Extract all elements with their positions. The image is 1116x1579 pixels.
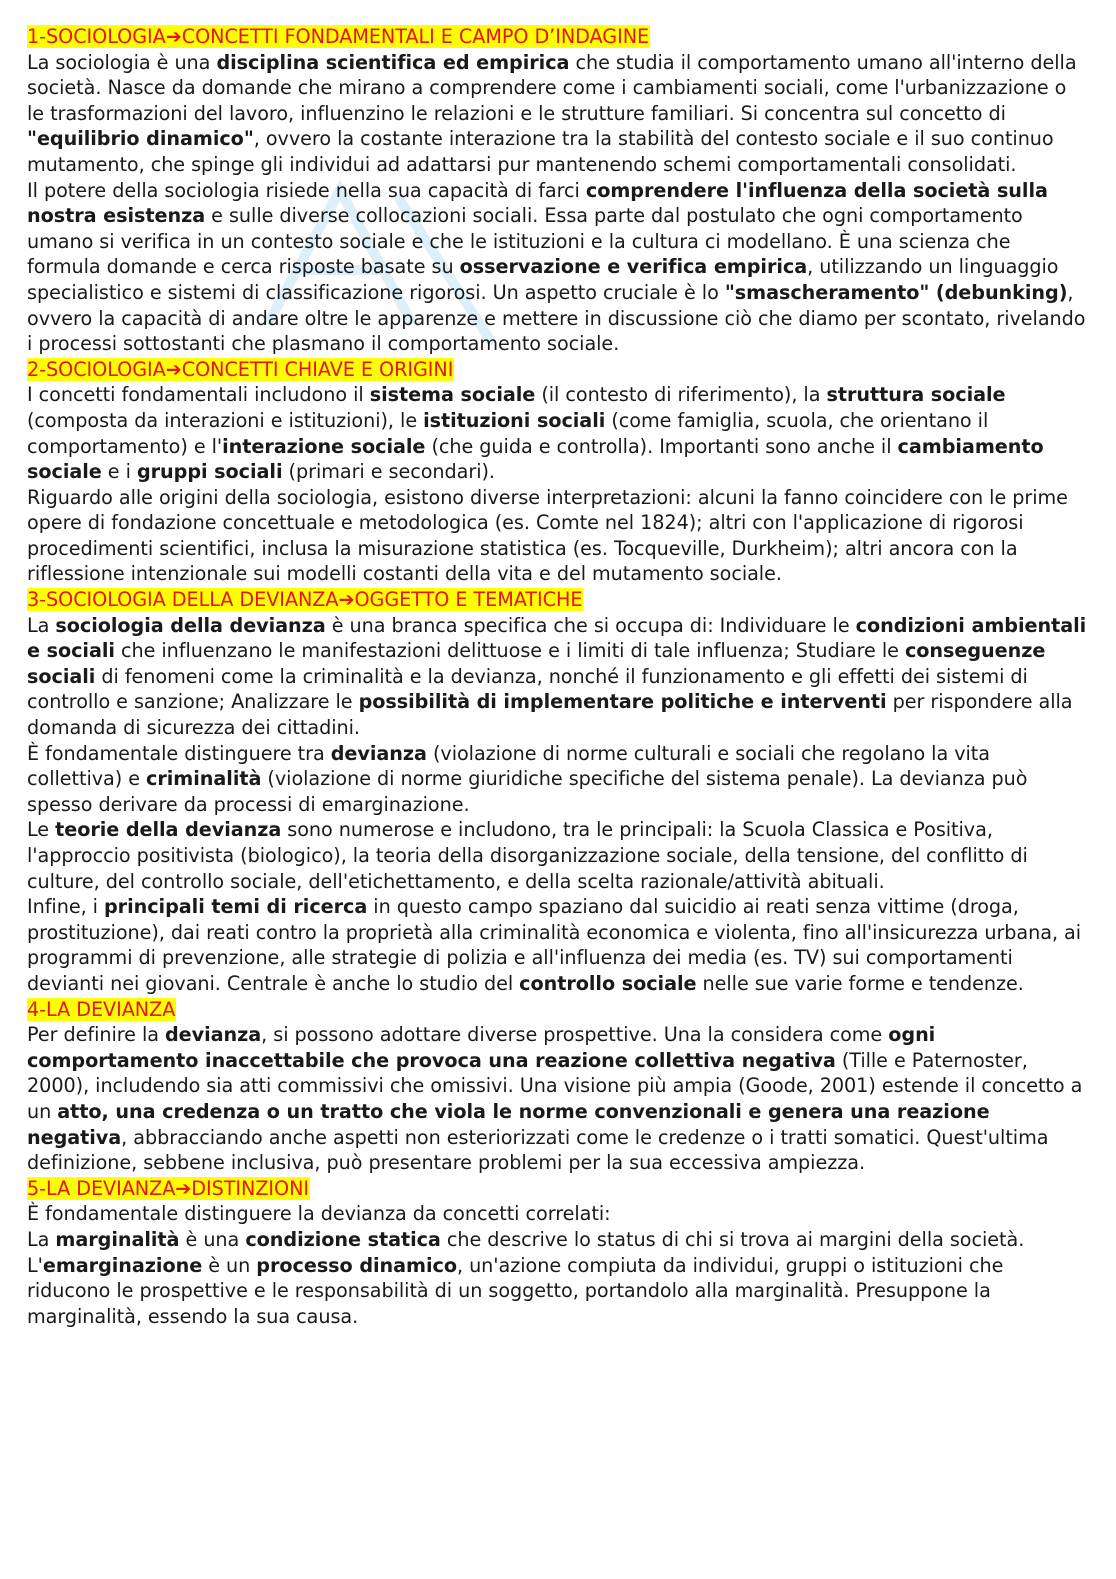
section-heading [27,357,1087,383]
text-run: (violazione di norme giuridiche specifiche del sistema penale). La devianza può spesso derivare da processi di emarginazione. [27,767,1028,816]
text-run: L' [27,1253,43,1277]
section-heading-text: 1-SOCIOLOGIA➔CONCETTI FONDAMENTALI E CAMPO D’INDAGINE [27,25,650,48]
section-heading-text: 2-SOCIOLOGIA➔CONCETTI CHIAVE E ORIGINI [27,357,454,381]
bold-term: condizioni ambientali e sociali [27,613,1087,663]
bold-term: atto, una credenza o un tratto che viola le norme convenzionali e genera una reazione negativa [27,1099,990,1149]
text-run: (composta da interazioni e istituzioni), le [27,408,424,432]
section-heading [27,1176,1087,1202]
text-run: È fondamentale distinguere tra [27,741,331,765]
text-run: di fenomeni come la criminalità e la devianza, nonché il funzionamento e gli effetti dei sistemi di controllo e sanzione; Analizzare le [27,664,1028,714]
bold-term: struttura sociale [826,383,1006,407]
section-heading-text: 3-SOCIOLOGIA DELLA DEVIANZA➔OGGETTO E TEMATICHE [27,588,583,612]
text-run: (primari e secondari). [282,460,495,484]
section-heading [27,997,1087,1023]
bold-term: conseguenze sociali [27,639,1046,688]
text-run: è un [202,1253,257,1277]
bold-term: emarginazione [42,1253,203,1277]
bold-term: principali temi di ricerca [104,895,368,919]
body-paragraph [27,178,1087,357]
bold-term: gruppi sociali [136,460,283,484]
text-run: Per definire la [27,1023,165,1047]
text-run: e i [101,460,137,484]
bold-term: ogni comportamento inaccettabile che provoca una reazione collettiva negativa [27,1023,936,1072]
bold-term: devianza [165,1023,262,1047]
bold-term: interazione sociale [222,434,426,458]
text-run: , ovvero la costante interazione tra la stabilità del contesto sociale e il suo continuo mutamento, che spinge gli individui ad adattarsi pur mantenendo schemi comportamentali consolidati. [27,127,1054,176]
text-run: (come famiglia, scuola, che orientano il comportamento) e l' [27,408,989,458]
body-paragraph [27,613,1087,741]
text-run: (Tille e Paternoster, 2000), includendo sia atti commissivi che omissivi. Una visione più ampia (Goode, 2001) estende il concetto a un [27,1048,1083,1123]
text-run: in questo campo spaziano dal suicidio ai reati senza vittime (droga, prostituzione), dai reati contro la proprietà alla criminalità economica e violenta, fino all'insicurezza urbana, ai programmi di prevenzione, alle strategie di polizia e all'influenza dei media (es. TV) sui comportamenti devianti nei giovani. Centrale è anche lo studio del [27,895,1082,995]
text-run: (il contesto di riferimento), la [535,383,827,407]
bold-term: disciplina scientifica ed empirica [216,50,570,74]
text-run: , un'azione compiuta da individui, gruppi o istituzioni che riducono le prospettive e le responsabilità di un soggetto, portandolo alla marginalità. Presuppone la marginalità, essendo la sua causa. [27,1253,1004,1328]
section-heading [27,24,1087,50]
text-run: per rispondere alla domanda di sicurezza dei cittadini. [27,690,1073,740]
bold-term: marginalità [55,1227,180,1251]
body-paragraph [27,1253,1087,1330]
text-run: , utilizzando un linguaggio specialistico e sistemi di classificazione rigorosi. Un aspetto cruciale è lo [27,255,1059,304]
bold-term: osservazione e verifica empirica [459,255,808,279]
text-run: sono numerose e includono, tra le principali: la Scuola Classica e Positiva, l'approccio positivista (biologico), la teoria della disorganizzazione sociale, della tensione, del conflitto di culture, del controllo sociale, dell'etichettamento, e della scelta razionale/attività abituali. [27,818,1028,893]
section-heading-text: 4-LA DEVIANZA [27,997,176,1021]
text-run: , abbracciando anche aspetti non esteriorizzati come le credenze o i tratti somatici. Quest'ultima definizione, sebbene inclusiva, può presentare problemi per la sua eccessiva ampiezza. [27,1125,1049,1175]
bold-term: devianza [330,741,427,765]
text-run: che studia il comportamento umano all'interno della società. Nasce da domande che mirano a comprendere come i cambiamenti sociali, come l'urbanizzazione o le trasformazioni del lavoro, influenzino le relazioni e le strutture familiari. Si concentra sul concetto di [27,50,1077,125]
text-run: (che guida e controlla). Importanti sono anche il [425,434,898,458]
text-run: La [27,1227,56,1251]
bold-term: istituzioni sociali [423,408,606,432]
text-run: che influenzano le manifestazioni delittuose e i limiti di tale influenza; Studiare le [114,639,905,663]
text-run: è una [179,1227,246,1251]
text-run: Le [27,818,56,842]
bold-term: comprendere l'influenza della società sulla nostra esistenza [27,178,1048,228]
text-run: , ovvero la capacità di andare oltre le apparenze e mettere in discussione ciò che diamo per scontato, rivelando i processi sottostanti che plasmano il comportamento sociale. [27,280,1086,356]
bold-term: possibilità di implementare politiche e interventi [358,690,887,714]
section-heading [27,587,1087,613]
text-run: La sociologia è una [27,50,217,74]
text-run: è una branca specifica che si occupa di: Individuare le [325,613,856,637]
bold-term: teorie della devianza [55,818,282,842]
text-run: La [27,613,56,637]
body-paragraph [27,1201,1087,1227]
text-run: nelle sue varie forme e tendenze. [696,971,1024,995]
body-paragraph [27,1022,1087,1176]
bold-term: condizione statica [245,1227,441,1251]
bold-term: processo dinamico [256,1253,457,1277]
body-paragraph [27,817,1087,894]
text-run: I concetti fondamentali includono il [27,383,370,407]
bold-term: cambiamento sociale [27,434,1044,484]
body-paragraph [27,382,1087,484]
text-run: Il potere della sociologia risiede nella sua capacità di farci [27,178,586,202]
body-paragraph [27,1227,1087,1253]
body-paragraph [27,485,1087,587]
text-run: Infine, i [27,895,104,919]
bold-term: controllo sociale [519,971,697,995]
body-paragraph [27,741,1087,818]
bold-term: criminalità [146,767,262,791]
bold-term: sistema sociale [369,383,536,407]
body-paragraph [27,894,1087,996]
section-heading-text: 5-LA DEVIANZA➔DISTINZIONI [27,1176,310,1200]
body-paragraph [27,50,1087,178]
bold-term: "equilibrio dinamico" [27,127,254,151]
bold-term: "smascheramento" (debunking) [724,280,1068,304]
text-run: e sulle diverse collocazioni sociali. Essa parte dal postulato che ogni comportamento umano si verifica in un contesto sociale e che le istituzioni e la cultura ci modellano. È una scienza che formula domande e cerca risposte basate su [27,204,1023,279]
bold-term: sociologia della devianza [55,613,326,637]
text-run: È fondamentale distinguere la devianza da concetti correlati: [27,1202,611,1226]
text-run: , si possono adottare diverse prospettive. Una la considera come [261,1023,889,1047]
document-page [27,24,1087,1329]
text-run: (violazione di norme culturali e sociali che regolano la vita collettiva) e [27,741,990,791]
text-run: che descrive lo status di chi si trova ai margini della società. [440,1227,1025,1251]
text-run: Riguardo alle origini della sociologia, esistono diverse interpretazioni: alcuni la fanno coincidere con le prime opere di fondazione concettuale e metodologica (es. Comte nel 1824); altri con l'applicazione di rigorosi procedimenti scientifici, inclusa la misurazione statistica (es. Tocqueville, Durkheim); altri ancora con la riflessione intenzionale sui modelli costanti della vita e del mutamento sociale. [27,485,1068,586]
